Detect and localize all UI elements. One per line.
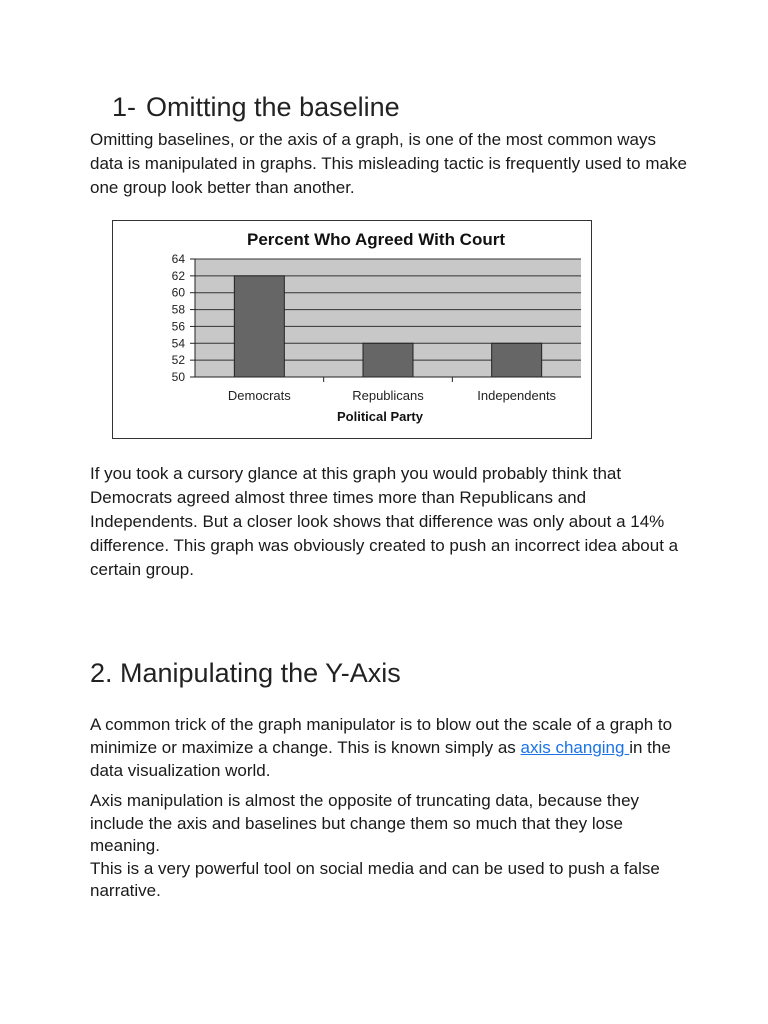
section1-intro: Omitting baselines, or the axis of a graph, is one of the most common ways data is manipulated in graphs. This misleading tactic is frequently used to make one group look better than another. [90,130,687,197]
axis-changing-link[interactable]: axis changing [520,738,630,757]
y-tick-label: 58 [171,302,185,317]
x-tick-label: Democrats [227,388,291,403]
section2-title: 2. Manipulating the Y-Axis [90,658,401,688]
section1-number: 1- [112,92,137,122]
section1-title: Omitting the baseline [146,92,400,122]
x-tick-label: Independents [477,388,557,403]
y-tick-label: 50 [171,370,185,384]
bar [363,343,413,377]
bar [492,343,542,377]
chart-svg [113,221,593,440]
bar [234,276,284,377]
section1-heading [112,92,400,123]
y-tick-label: 54 [171,336,185,351]
bar-chart [112,220,592,439]
section2-para2 [90,790,690,903]
section2-para1 [90,713,690,782]
y-tick-label: 52 [171,353,185,368]
section1-analysis: If you took a cursory glance at this graph you would probably think that Democrats agreed almost three times more than Republicans and Independents. But a closer look shows that difference was only about a 14% difference. This graph was obviously created to push an incorrect idea about a certain group. [90,464,679,579]
x-axis-label: Political Party [337,409,423,424]
section2-para1-text: A common trick of the graph manipulator is to blow out the scale of a graph to minimize or maximize a change. This is known simply as [90,715,673,757]
chart-title: Percent Who Agreed With Court [247,230,505,249]
y-tick-label: 56 [171,319,185,334]
y-tick-label: 60 [171,285,185,300]
section2-para2-line1: Axis manipulation is almost the opposite of truncating data, because they include the axis and baselines but change them so much that they lose meaning. [90,791,640,855]
section2-para1-tail: in the data visualization world. [90,738,671,780]
x-tick-label: Republicans [352,388,424,403]
section2-para2-line2: This is a very powerful tool on social media and can be used to push a false narrative. [90,858,660,900]
y-tick-label: 64 [171,252,185,266]
y-tick-label: 62 [171,268,185,283]
